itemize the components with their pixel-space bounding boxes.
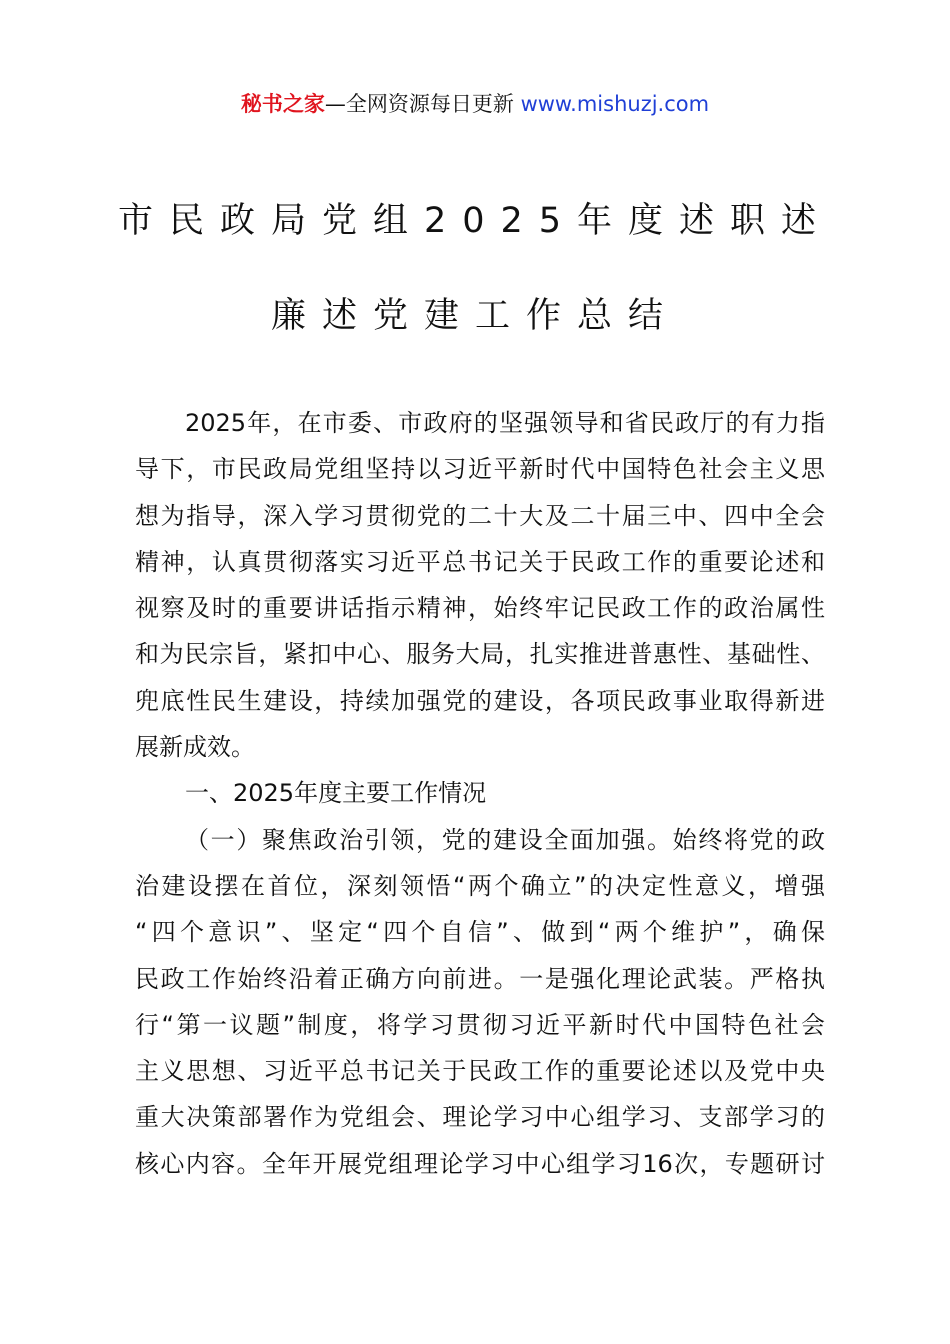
body-line: 民政工作始终沿着正确方向前进。一是强化理论武装。严格执 — [135, 964, 825, 993]
body-line: 想为指导，深入学习贯彻党的二十大及二十届三中、四中全会 — [135, 501, 825, 530]
body-line: 展新成效。 — [135, 733, 255, 762]
body-line: 精神，认真贯彻落实习近平总书记关于民政工作的重要论述和 — [135, 547, 825, 576]
document-title-line-1: 市民政局党组2025年度述职述 — [117, 201, 833, 241]
section-heading: 一、2025年度主要工作情况 — [185, 779, 487, 808]
body-line: 治建设摆在首位，深刻领悟“两个确立”的决定性意义，增强 — [135, 871, 825, 900]
body-line: “四个意识”、坚定“四个自信”、做到“两个维护”，确保 — [135, 918, 825, 947]
body-line: 2025年，在市委、市政府的坚强领导和省民政厅的有力指 — [185, 409, 825, 437]
body-line: 和为民宗旨，紧扣中心、服务大局，扎实推进普惠性、基础性、 — [135, 640, 825, 669]
body-line: 行“第一议题”制度，将学习贯彻习近平新时代中国特色社会 — [135, 1010, 825, 1039]
header-tagline: —全网资源每日更新 — [324, 92, 521, 116]
body-line: 导下，市民政局党组坚持以习近平新时代中国特色社会主义思 — [135, 455, 825, 484]
document-title-line-2: 廉述党建工作总结 — [270, 296, 679, 336]
body-line: 视察及时的重要讲话指示精神，始终牢记民政工作的政治属性 — [135, 594, 825, 623]
body-line: 主义思想、习近平总书记关于民政工作的重要论述以及党中央 — [135, 1057, 825, 1086]
site-header — [0, 88, 950, 120]
brand-name: 秘书之家 — [240, 92, 325, 116]
body-line: 核心内容。全年开展党组理论学习中心组学习16次，专题研讨 — [135, 1149, 825, 1178]
site-url-link[interactable]: www.mishuzj.com — [520, 92, 710, 116]
body-line: （一）聚焦政治引领，党的建设全面加强。始终将党的政 — [185, 825, 825, 854]
body-line: 重大决策部署作为党组会、理论学习中心组学习、支部学习的 — [135, 1103, 825, 1132]
document-body — [135, 400, 825, 1187]
body-line: 兜底性民生建设，持续加强党的建设，各项民政事业取得新进 — [135, 686, 825, 715]
